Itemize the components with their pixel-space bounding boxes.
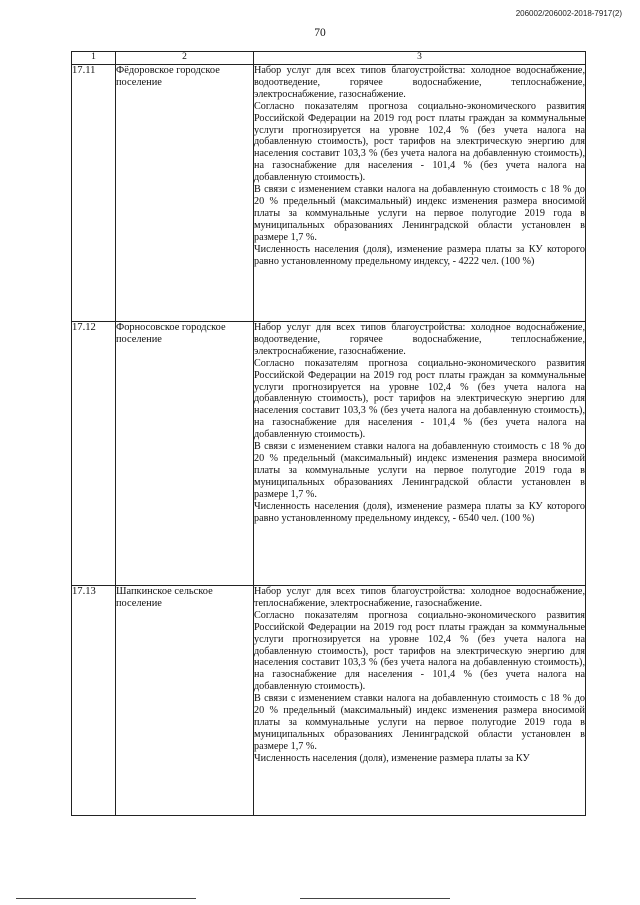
page-number: 70 [314, 27, 326, 39]
bottom-divider [16, 898, 196, 899]
paragraph: В связи с изменением ставки налога на добавленную стоимость с 18 % до 20 % предельный (максимальный) индекс изменения размера вносимой платы за коммунальные услуги на первое полугодие 2019 года в муниципальных образованиях Ленинградской области установлен в размере 1,7 %. [254, 184, 585, 243]
table-row [72, 322, 586, 586]
table-row [72, 586, 586, 816]
column-header: 1 [72, 52, 116, 65]
paragraph: Согласно показателям прогноза социально-экономического развития Российской Федерации на 2019 год рост платы граждан за коммунальные услуги прогнозируется на уровне 102,4 % (без учета налога на добавленную стоимость), рост тарифов на электрическую энергию для населения составит 103,3 % (без учета налога на добавленную стоимость), на газоснабжение для населения - 101,4 % (без учета налога на добавленную стоимость). [254, 100, 585, 184]
table-header-row [72, 52, 586, 65]
paragraph: Численность населения (доля), изменение размера платы за КУ которого равно установленному предельному индексу, - 4222 чел. (100 %) [254, 243, 585, 267]
row-number: 17.13 [72, 586, 116, 816]
paragraph: Набор услуг для всех типов благоустройства: холодное водоснабжение, водоотведение, горячее водоснабжение, теплоснабжение, электроснабжение, газоснабжение. [254, 322, 585, 357]
paragraph: Численность населения (доля), изменение размера платы за КУ которого равно установленному предельному индексу, - 6540 чел. (100 %) [254, 500, 585, 524]
paragraph: Согласно показателям прогноза социально-экономического развития Российской Федерации на 2019 год рост платы граждан за коммунальные услуги прогнозируется на уровне 102,4 % (без учета налога на добавленную стоимость), рост тарифов на электрическую энергию для населения составит 103,3 % (без учета налога на добавленную стоимость), на газоснабжение для населения - 101,4 % (без учета налога на добавленную стоимость). [254, 357, 585, 441]
row-description [254, 65, 586, 322]
column-header: 2 [116, 52, 254, 65]
document-id: 206002/206002-2018-7917(2) [515, 9, 622, 18]
row-number: 17.11 [72, 65, 116, 322]
paragraph: Набор услуг для всех типов благоустройства: холодное водоснабжение, водоотведение, горячее водоснабжение, теплоснабжение, электроснабжение, газоснабжение. [254, 65, 585, 100]
column-header: 3 [254, 52, 586, 65]
paragraph: В связи с изменением ставки налога на добавленную стоимость с 18 % до 20 % предельный (максимальный) индекс изменения размера вносимой платы за коммунальные услуги на первое полугодие 2019 года в муниципальных образованиях Ленинградской области установлен в размере 1,7 %. [254, 441, 585, 500]
paragraph: Набор услуг для всех типов благоустройства: холодное водоснабжение, теплоснабжение, электроснабжение, газоснабжение. [254, 586, 585, 609]
bottom-divider [300, 898, 450, 899]
settlement-name: Шапкинское сельское поселение [116, 586, 254, 816]
row-description [254, 322, 586, 586]
paragraph: Численность населения (доля), изменение размера платы за КУ [254, 752, 530, 764]
row-description [254, 586, 586, 816]
row-number: 17.12 [72, 322, 116, 586]
tariff-table [71, 51, 586, 816]
settlement-name: Форносовское городское поселение [116, 322, 254, 586]
paragraph: В связи с изменением ставки налога на добавленную стоимость с 18 % до 20 % предельный (максимальный) индекс изменения размера вносимой платы за коммунальные услуги на первое полугодие 2019 года в муниципальных образованиях Ленинградской области установлен в размере 1,7 %. [254, 693, 585, 752]
table-row [72, 65, 586, 322]
settlement-name: Фёдоровское городское поселение [116, 65, 254, 322]
paragraph: Согласно показателям прогноза социально-экономического развития Российской Федерации на 2019 год рост платы граждан за коммунальные услуги прогнозируется на уровне 102,4 % (без учета налога на добавленную стоимость), рост тарифов на электрическую энергию для населения составит 103,3 % (без учета налога на добавленную стоимость), на газоснабжение для населения - 101,4 % (без учета налога на добавленную стоимость). [254, 609, 585, 693]
